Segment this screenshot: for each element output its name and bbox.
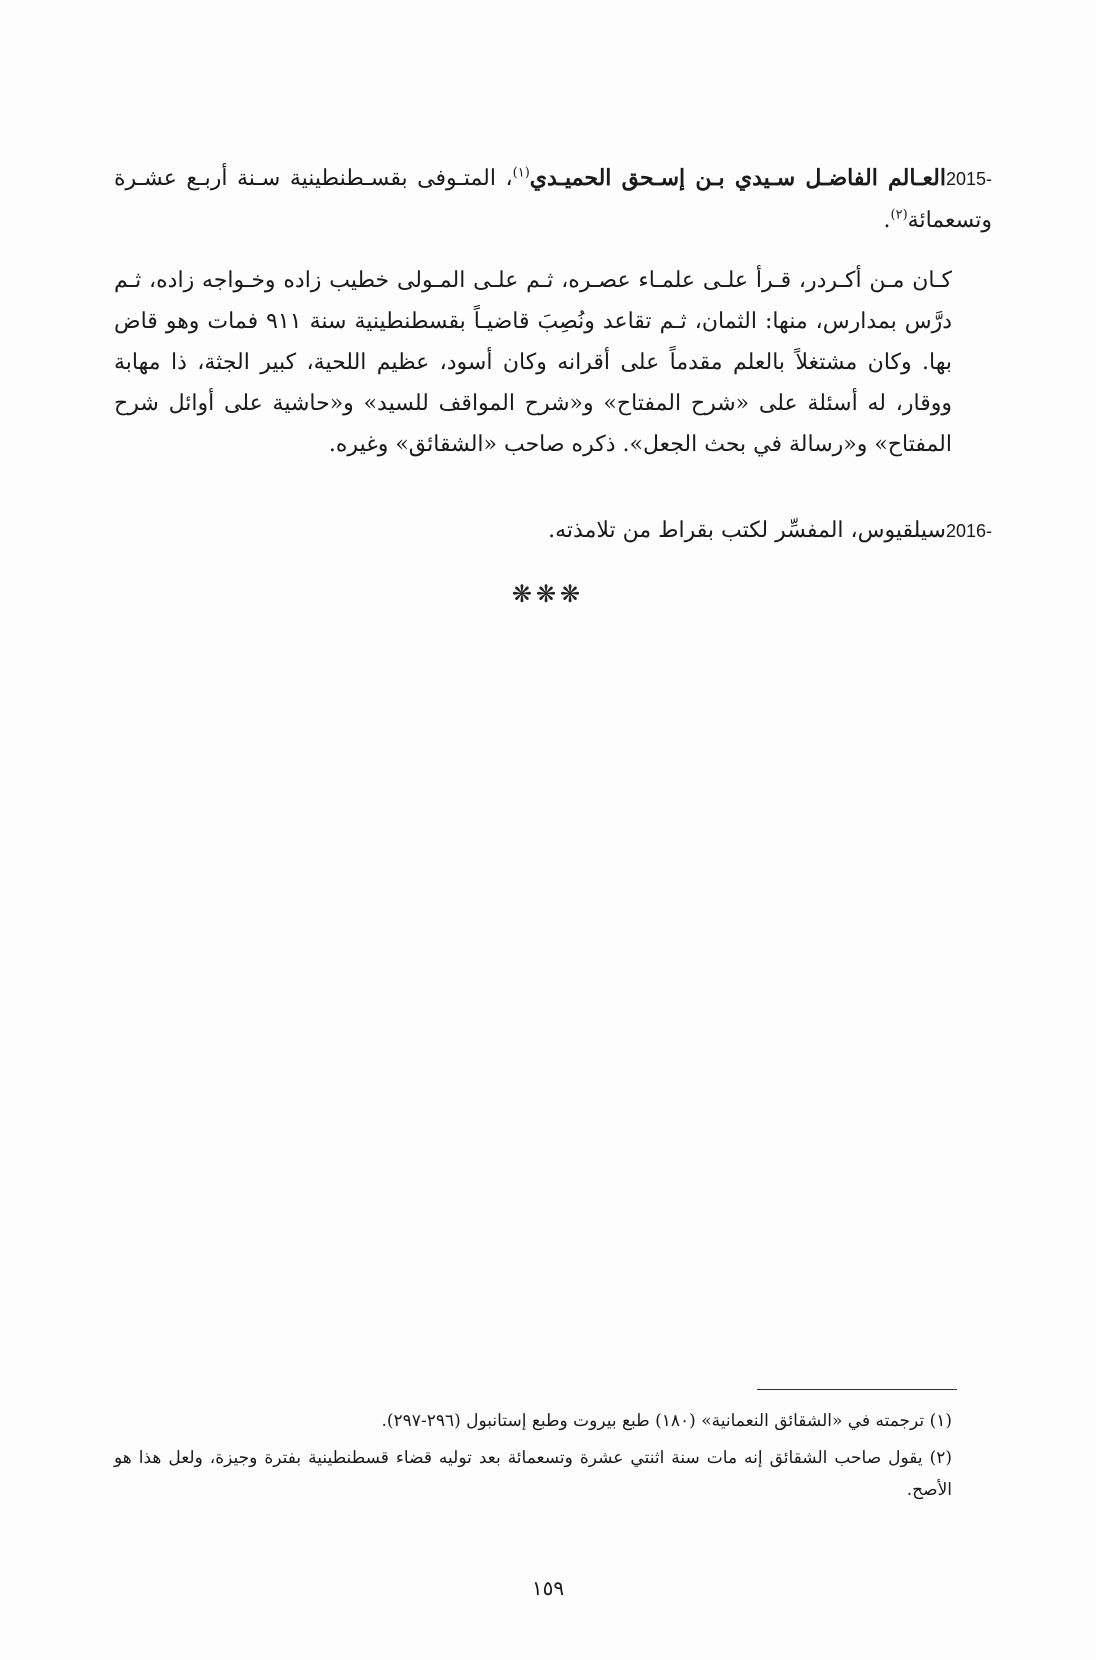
entry-end: . [883,208,891,233]
entry-subtitle: ، المتـوفى بقسـطنطينية سـنة أربـع عشـرة وتسعمائة [114,166,992,233]
entry-text: سيلقيوس، المفسِّر لكتب بقراط من تلامذته. [548,518,946,543]
footnote-2: (٢) يقول صاحب الشقائق إنه مات سنة اثنتي عشرة وتسعمائة بعد توليه قضاء قسطنطينية بفترة وجيزة، ولعل هذا هو الأصح. [114,1448,952,1500]
entry-number: 2016- [945,521,992,541]
footnote-ref[interactable]: (٢) [890,207,908,223]
entry-2015-body: كـان مـن أكـردر، قـرأ علـى علمـاء عصـره، ثـم علـى المـولى خطيب زاده وخـواجه زاده، ثـم درَّس بمدارس، منها: الثمان، ثـم تقاعد ونُصِبَ قاضيـاً بقسطنطينية سنة ٩١١ فمات وهو قاض بها. وكان مشتغلاً بالعلم مقدماً على أقرانه وكان أسود، عظيم اللحية، كبير الجثة، ذا مهابة ووقار، له أسئلة على «شرح المفتاح» و«شرح المواقف للسيد» و«حاشية على أوائل شرح المفتاح» و«رسالة في بحث الجعل». ذكره صاحب «الشقائق» وغيره. [114,268,952,457]
footnote-divider [757,1389,957,1390]
footnote-1: (١) ترجمته في «الشقائق النعمانية» (١٨٠) طبع بيروت وطبع إستانبول (٢٩٦-٢٩٧). [381,1411,952,1431]
footnote-ref[interactable]: (١) [512,165,530,181]
section-separator: ❋❋❋ [511,580,585,608]
entry-2016 [114,510,992,552]
page-number: ١٥٩ [531,1576,565,1600]
entry-number: 2015- [945,169,993,189]
entry-2015-heading [114,158,992,241]
entry-title: العـالم الفاضـل سـيدي بـن إسـحق الحميـدي [529,165,946,191]
